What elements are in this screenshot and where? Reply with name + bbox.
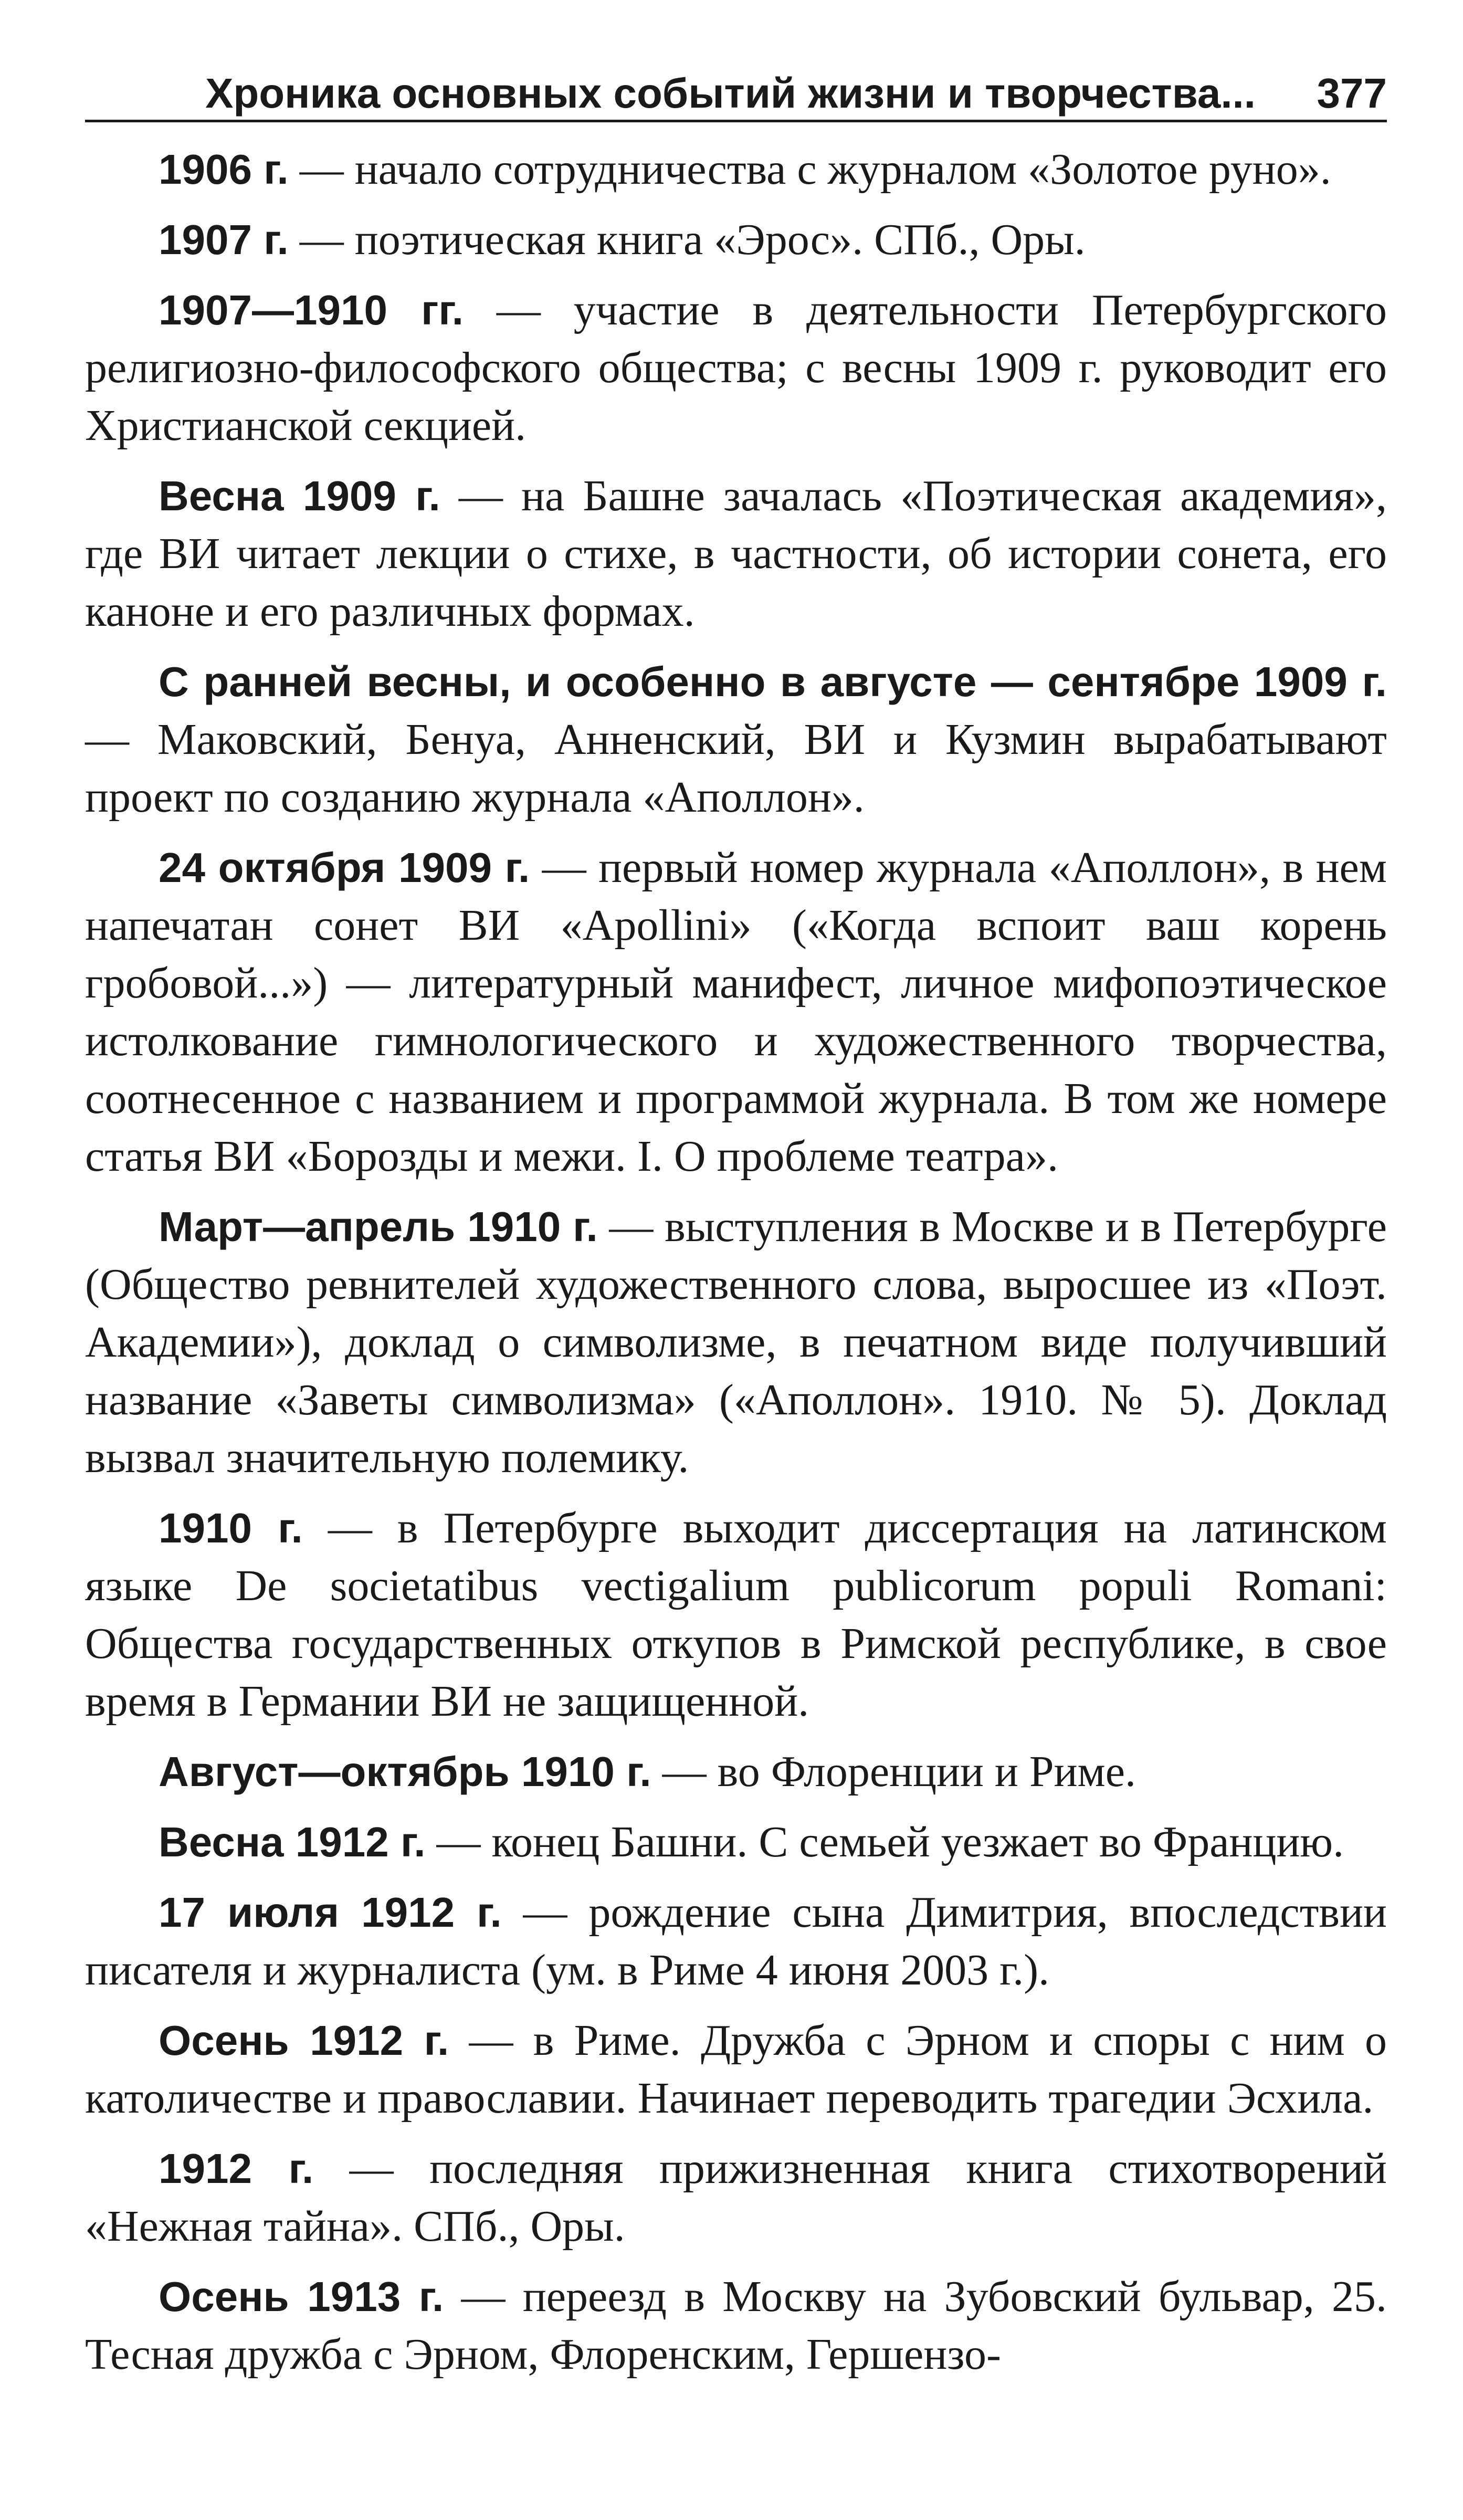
page-number: 377	[1317, 70, 1387, 117]
chronicle-entry	[85, 467, 1387, 640]
entry-date: Август—октябрь 1910 г.	[159, 1748, 651, 1795]
chronicle-entry	[85, 211, 1387, 269]
book-page	[85, 0, 1387, 2520]
chronicle-entry	[85, 1198, 1387, 1487]
entry-text: — конец Башни. С семьей уезжает во Францию.	[425, 1818, 1344, 1866]
entry-text: — рождение сына Димитрия, впоследствии писателя и журналиста (ум. в Риме 4 июня 2003 г.).	[85, 1888, 1387, 1994]
chronicle-entry	[85, 653, 1387, 826]
entry-text: — участие в деятельности Петербургского религиозно-философского общества; с весны 1909 г. руководит его Христианской секцией.	[85, 286, 1387, 450]
entry-text: — последняя прижизненная книга стихотворений «Нежная тайна». СПб., Оры.	[85, 2144, 1387, 2251]
entry-text: — в Петербурге выходит диссертация на латинском языке De societatibus vectigalium publicorum populi Romani: Общества государственных откупов в Римской республике, в свое время в Германии ВИ не защищенной.	[85, 1504, 1387, 1726]
entry-date: 1907 г.	[159, 216, 289, 263]
entry-date: С ранней весны, и особенно в августе — сентябре 1909 г.	[159, 658, 1387, 705]
entry-date: 17 июля 1912 г.	[159, 1889, 502, 1936]
entry-date: Весна 1912 г.	[159, 1819, 426, 1865]
entry-date: 1907—1910 гг.	[159, 287, 464, 333]
running-head	[85, 62, 1387, 122]
entry-text: — на Башне зачалась «Поэтическая академия», где ВИ читает лекции о стихе, в частности, об истории сонета, его каноне и его различных формах.	[85, 471, 1387, 636]
entry-date: 1912 г.	[159, 2145, 314, 2192]
chronicle-entry	[85, 141, 1387, 198]
entry-text: — во Флоренции и Риме.	[651, 1747, 1136, 1796]
entry-text: — в Риме. Дружба с Эрном и споры с ним о католичестве и православии. Начинает переводить трагедии Эсхила.	[85, 2016, 1387, 2123]
entry-text: — выступления в Москве и в Петербурге (Общество ревнителей художественного слова, выросшее из «Поэт. Академии»), доклад о символизме, в печатном виде получивший название «Заветы символизма» («Аполлон». 1910. № 5). Доклад вызвал значительную полемику.	[85, 1202, 1387, 1482]
chronicle-entry	[85, 839, 1387, 1185]
entry-date: 24 октября 1909 г.	[159, 844, 530, 891]
chronicle-entry	[85, 1499, 1387, 1730]
chronicle-entry	[85, 1884, 1387, 1999]
chronicle-entry	[85, 281, 1387, 455]
entry-text: — Маковский, Бенуа, Анненский, ВИ и Кузмин вырабатывают проект по созданию журнала «Аполлон».	[85, 715, 1387, 822]
chronicle-entry	[85, 2268, 1387, 2384]
chronicle-entry	[85, 2012, 1387, 2127]
chronicle-entry	[85, 1813, 1387, 1871]
entry-date: Весна 1909 г.	[159, 472, 440, 519]
entry-date: Осень 1913 г.	[159, 2273, 444, 2320]
entry-date: Осень 1912 г.	[159, 2017, 449, 2064]
chronicle-entry	[85, 2140, 1387, 2255]
entry-text: — первый номер журнала «Аполлон», в нем напечатан сонет ВИ «Apollini» («Когда вспоит ваш корень гробовой...») — литературный манифест, личное мифопоэтическое истолкование гимнологического и художественного творчества, соотнесенное с названием и программой журнала. В том же номере статья ВИ «Борозды и межи. I. О проблеме театра».	[85, 843, 1387, 1181]
entry-text: — переезд в Москву на Зубовский бульвар, 25. Тесная дружба с Эрном, Флоренским, Гершензо-	[85, 2272, 1387, 2379]
entry-text: — начало сотрудничества с журналом «Золотое руно».	[288, 145, 1331, 194]
entry-date: Март—апрель 1910 г.	[159, 1203, 598, 1250]
entry-date: 1906 г.	[159, 146, 289, 193]
running-head-title: Хроника основных событий жизни и творчества...	[205, 70, 1256, 117]
entry-text: — поэтическая книга «Эрос». СПб., Оры.	[288, 215, 1086, 264]
chronicle-entry	[85, 1743, 1387, 1801]
entry-date: 1910 г.	[159, 1505, 303, 1551]
chronicle-entries	[85, 141, 1387, 2396]
